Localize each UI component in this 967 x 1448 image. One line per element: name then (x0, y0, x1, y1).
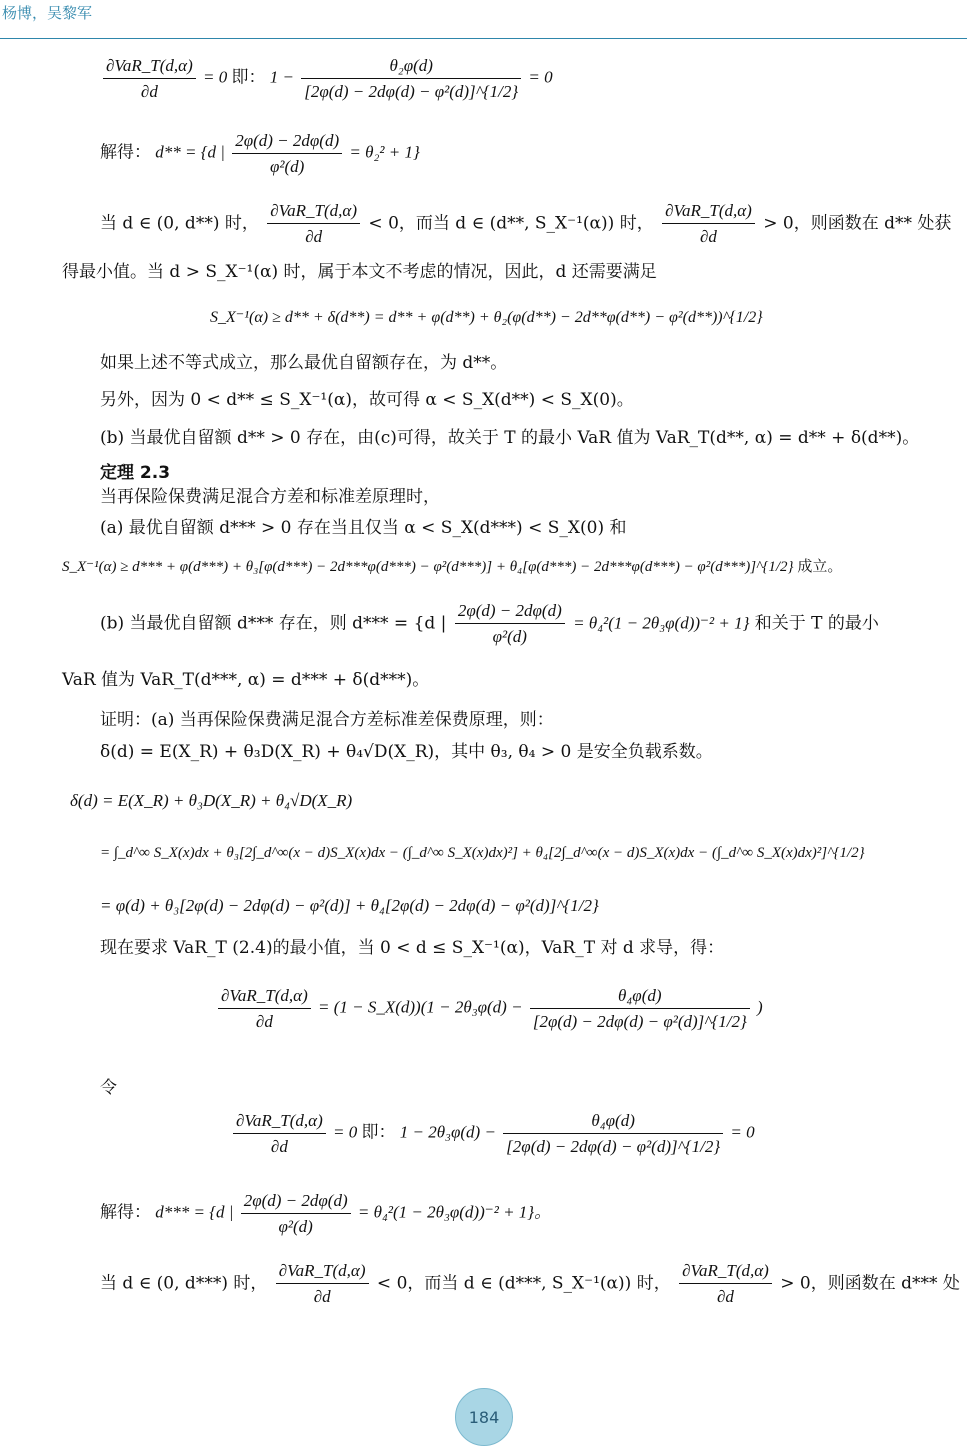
page-number: 184 (455, 1388, 513, 1446)
proof-derivative: $\frac{\text{∂VaR\_T(d,α)}}{\partial d}$ = (1 − S_X(d))(1 − 2θ₃φ(d) − $\frac{\text{θ₄φ(d)}}{\text{[2φ(d) − 2dφ(d) − φ²(d)]\textasciicircum{}\{1/2\}}}$ ) (215, 985, 763, 1033)
proof-solution-d3: 解得： d*** = {d | $\frac{2\varphi(d) - 2d\varphi(d)}{\text{φ²(d)}}$ = θ₄²(1 − 2θ₃φ(d))⁻² + 1}。 (100, 1191, 552, 1237)
paragraph-minimum: 得最小值。当 d > S_X⁻¹(α) 时，属于本文不考虑的情况，因此，d 还需要满足 (62, 262, 657, 282)
proof-delta-line1: δ(d) = E(X_R) + θ₃D(X_R) + θ₄√D(X_R) (70, 791, 353, 810)
proof-delta-line2: = ∫_d^∞ S_X(x)dx + θ₃[2∫_d^∞(x − d)S_X(x)dx − (∫_d^∞ S_X(x)dx)²] + θ₄[2∫_d^∞(x − d)S_X(x)dx − (∫_d^∞ S_X(x)dx)²]^{1/2} (100, 845, 865, 861)
proof-set-zero: $\frac{\text{∂VaR\_T(d,α)}}{\partial d}$ = 0 即： 1 − 2θ₃φ(d) − $\frac{\text{θ₄φ(d)}}{\text{[2φ(d) − 2dφ(d) − φ²(d)]\textasciicircum{}\{1/2\}}}$ = 0 (230, 1110, 755, 1158)
theorem-part-a-equation: S_X⁻¹(α) ≥ d*** + φ(d***) + θ₃[φ(d***) − 2d***φ(d***) − φ²(d***)] + θ₄[φ(d***) − 2d***φ(d***) − φ²(d***)]^{1/2} 成立。 (62, 559, 843, 575)
proof-delta-definition: δ(d) = E(X_R) + θ₃D(X_R) + θ₄√D(X_R)，其中 θ₃, θ₄ > 0 是安全负载系数。 (100, 742, 713, 762)
theorem-title: 定理 2.3 (100, 463, 171, 483)
proof-now: 现在要求 VaR_T (2.4)的最小值，当 0 < d ≤ S_X⁻¹(α)，VaR_T 对 d 求导，得： (100, 938, 725, 958)
theorem-part-b: (b) 当最优自留额 d*** 存在，则 d*** = {d | $\frac{2\varphi(d) - 2d\varphi(d)}{\text{φ²(d)}}$ = θ₄²(1 − 2θ₃φ(d))⁻² + 1} 和关于 T 的最小 (100, 601, 879, 647)
proof-delta-line3: = φ(d) + θ₃[2φ(d) − 2dφ(d) − φ²(d)] + θ₄[2φ(d) − 2dφ(d) − φ²(d)]^{1/2} (100, 896, 599, 915)
equation-derivative-zero: $\frac{\text{∂VaR\_T(d,α)}}{\partial d}$ = 0 即： 1 − $\frac{\text{θ₂φ(d)}}{\text{[2φ(d) − 2dφ(d) − φ²(d)]\textasciicircum{}\{1/2\}}}$ = 0 (100, 55, 553, 103)
paragraph-bounds: 另外，因为 0 < d** ≤ S_X⁻¹(α)，故可得 α < S_X(d**) < S_X(0)。 (100, 390, 634, 410)
equation-constraint: S_X⁻¹(α) ≥ d** + δ(d**) = d** + φ(d**) + θ₂(φ(d**) − 2d**φ(d**) − φ²(d**))^{1/2} (210, 309, 763, 326)
proof-monotonic: 当 d ∈ (0, d***) 时， $\frac{\text{∂VaR\_T(d,α)}}{\partial d}$ < 0，而当 d ∈ (d***, S_X⁻¹(α)) 时， $\frac{\text{∂VaR\_T(d,α)}}{\partial d}$ > 0，则函数在 d*** 处 (100, 1261, 960, 1307)
theorem-part-a: (a) 最优自留额 d*** > 0 存在当且仅当 α < S_X(d***) < S_X(0) 和 (100, 518, 627, 538)
equation-solution-d2: 解得： d** = {d | $\frac{2\varphi(d) - 2d\varphi(d)}{\text{φ²(d)}}$ = θ₂² + 1} (100, 131, 420, 177)
proof-let: 令 (100, 1078, 117, 1098)
paragraph-min-var: (b) 当最优自留额 d** > 0 存在，由(c)可得，故关于 T 的最小 VaR 值为 VaR_T(d**, α) = d** + δ(d**)。 (100, 428, 920, 448)
theorem-intro: 当再保险保费满足混合方差和标准差原理时， (100, 487, 440, 507)
paragraph-monotonic: 当 d ∈ (0, d**) 时， $\frac{\text{∂VaR\_T(d,α)}}{\partial d}$ < 0，而当 d ∈ (d**, S_X⁻¹(α)) 时， $\frac{\text{∂VaR\_T(d,α)}}{\partial d}$ > 0，则函数在 d** 处获 (100, 201, 952, 247)
theorem-part-b-var: VaR 值为 VaR_T(d***, α) = d*** + δ(d***)。 (62, 670, 430, 690)
header-authors: 杨博，吴黎军 (2, 4, 93, 22)
proof-intro: 证明：(a) 当再保险保费满足混合方差标准差保费原理，则： (100, 710, 554, 730)
paragraph-existence: 如果上述不等式成立，那么最优自留额存在，为 d**。 (100, 353, 508, 373)
